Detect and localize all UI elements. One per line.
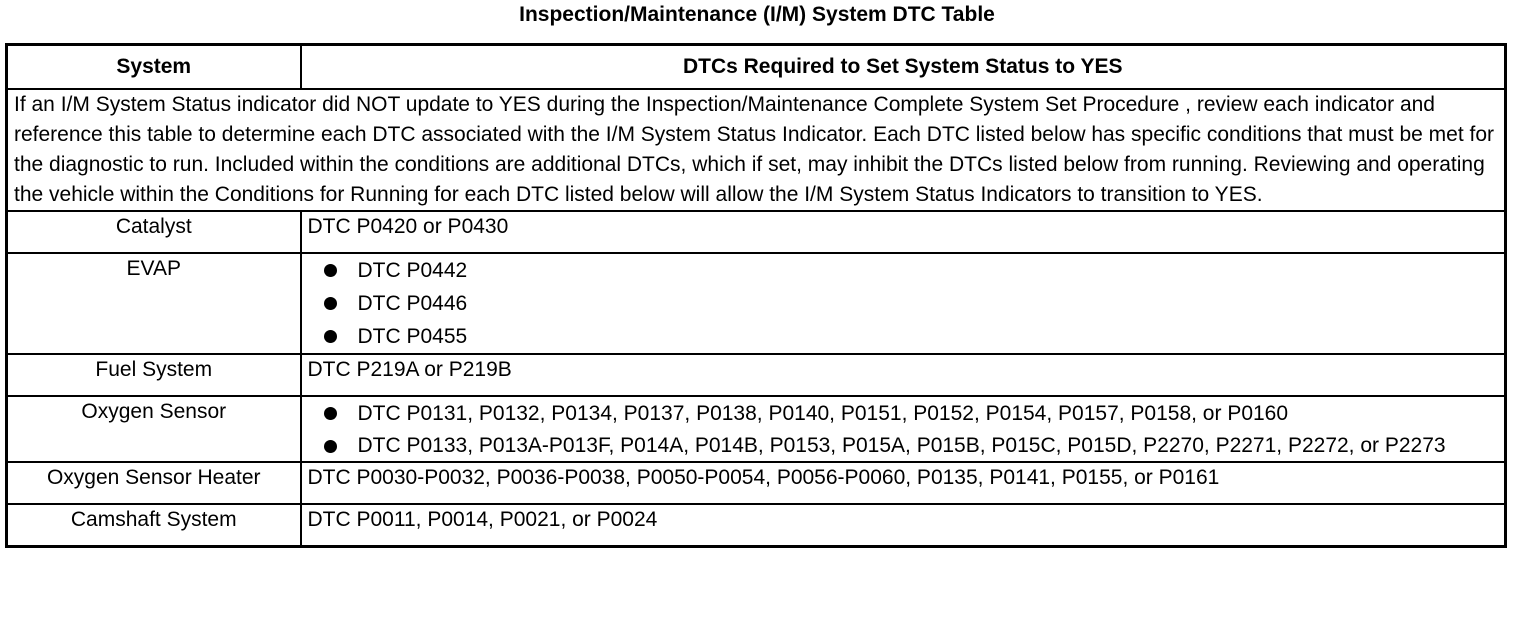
system-cell: Camshaft System — [7, 504, 301, 546]
dtc-cell — [301, 396, 1506, 462]
dtc-list — [308, 254, 1499, 353]
intro-row — [7, 89, 1506, 211]
table-row — [7, 396, 1506, 462]
system-cell: Fuel System — [7, 354, 301, 396]
list-item — [322, 287, 1499, 320]
bullet-icon — [324, 297, 337, 310]
bullet-icon — [324, 440, 337, 453]
dtc-cell: DTC P219A or P219B — [301, 354, 1506, 396]
list-item — [322, 430, 1499, 461]
intro-text: If an I/M System Status indicator did NOT update to YES during the Inspection/Maintenance Complete System Set Procedure , review each indicator and reference this table to determine each DTC associated with the I/M System Status Indicator. Each DTC listed below has specific conditions that must be met for the diagnostic to run. Included within the conditions are additional DTCs, which if set, may inhibit the DTCs listed below from running. Reviewing and operating the vehicle within the Conditions for Running for each DTC listed below will allow the I/M System Status Indicators to transition to YES. — [7, 89, 1506, 211]
list-item-text: DTC P0442 — [357, 259, 468, 282]
bullet-icon — [324, 264, 337, 277]
dtc-cell: DTC P0420 or P0430 — [301, 211, 1506, 253]
bullet-icon — [324, 330, 337, 343]
list-item-text: DTC P0446 — [357, 292, 468, 315]
system-cell: Catalyst — [7, 211, 301, 253]
table-row — [7, 211, 1506, 253]
list-item — [322, 254, 1499, 287]
system-cell: Oxygen Sensor — [7, 396, 301, 462]
list-item-text: DTC P0133, P013A-P013F, P014A, P014B, P0153, P015A, P015B, P015C, P015D, P2270, P2271, P2272, or P2273 — [357, 434, 1446, 457]
column-header-dtcs: DTCs Required to Set System Status to YES — [301, 45, 1506, 90]
dtc-cell: DTC P0030-P0032, P0036-P0038, P0050-P0054, P0056-P0060, P0135, P0141, P0155, or P0161 — [301, 462, 1506, 504]
column-header-system: System — [7, 45, 301, 90]
dtc-list — [308, 397, 1499, 461]
table-row — [7, 462, 1506, 504]
system-cell: EVAP — [7, 253, 301, 354]
list-item-text: DTC P0455 — [357, 325, 468, 348]
system-cell: Oxygen Sensor Heater — [7, 462, 301, 504]
table-row — [7, 253, 1506, 354]
list-item-text: DTC P0131, P0132, P0134, P0137, P0138, P0140, P0151, P0152, P0154, P0157, P0158, or P0160 — [357, 402, 1289, 425]
table-row — [7, 354, 1506, 396]
page-title: Inspection/Maintenance (I/M) System DTC Table — [519, 3, 995, 26]
dtc-table — [5, 43, 1507, 548]
dtc-cell — [301, 253, 1506, 354]
dtc-cell: DTC P0011, P0014, P0021, or P0024 — [301, 504, 1506, 546]
table-row — [7, 504, 1506, 546]
header-row — [7, 45, 1506, 90]
list-item — [322, 397, 1499, 430]
list-item — [322, 320, 1499, 353]
bullet-icon — [324, 407, 337, 420]
